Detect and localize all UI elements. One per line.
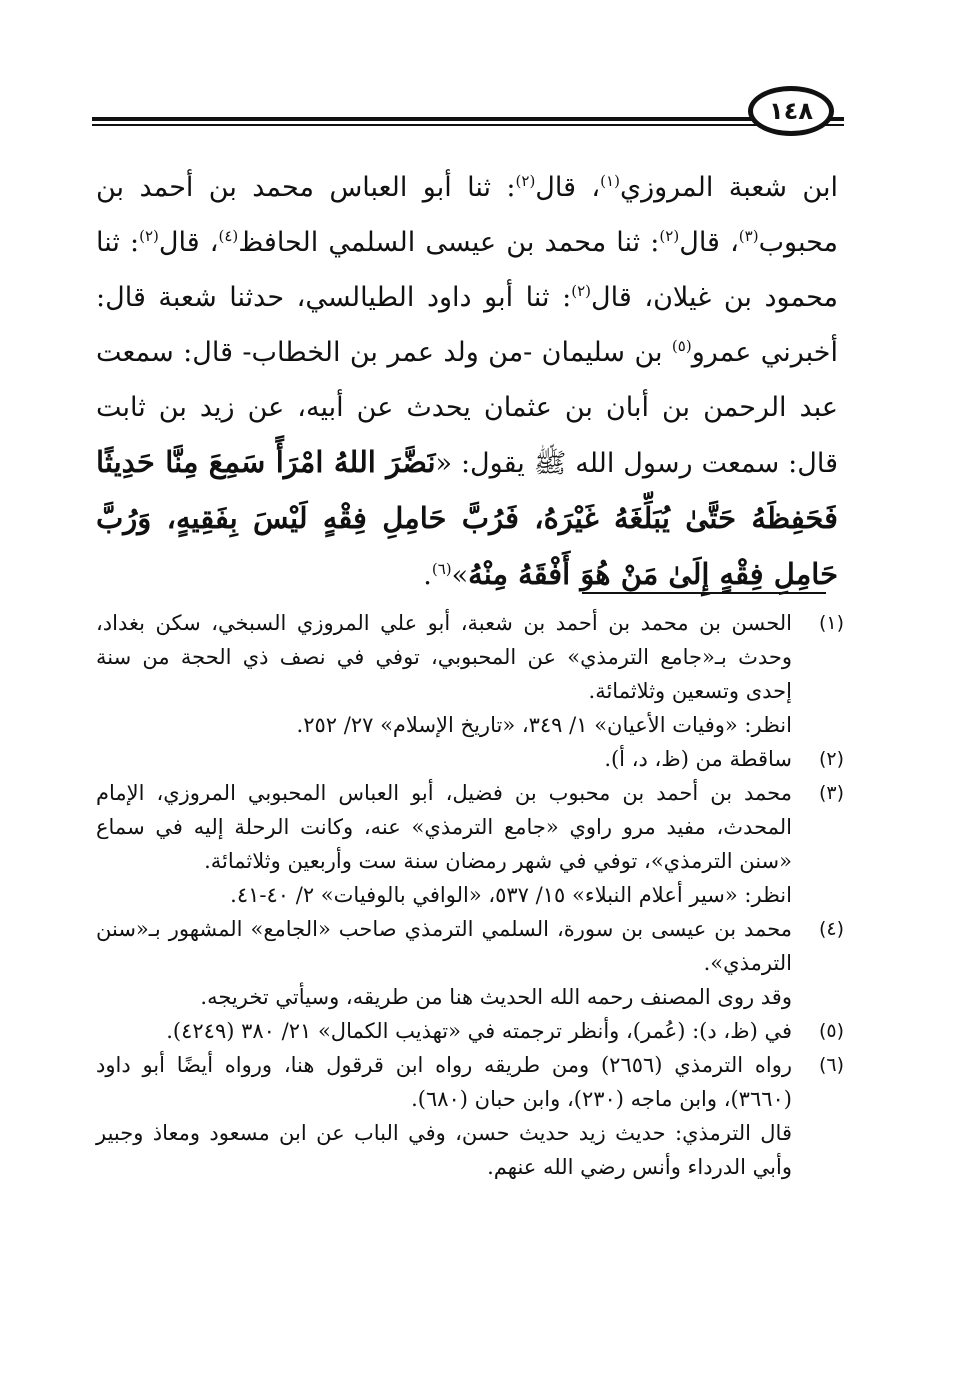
footnote-text: محمد بن أحمد بن محبوب بن فضيل، أبو العباس المحبوبي المروزي، الإمام المحدث، مفيد مرو راوي «جامع الترمذي» عنه، وكانت الرحلة إليه في سماع «سنن الترمذي»، توفي في شهر رمضان سنة ست وأربعين وثلاثمائة. <box>96 781 792 873</box>
footnote-ref[interactable]: (٢) <box>515 172 536 190</box>
footnote-ref[interactable]: (٥) <box>671 337 692 355</box>
footnote-number: (٢) <box>818 748 844 770</box>
footnote-3 <box>96 776 844 878</box>
page-header <box>92 86 844 138</box>
footnote-reference: انظر: «وفيات الأعيان» ١/ ٣٤٩، «تاريخ الإسلام» ٢٧/ ٢٥٢. <box>296 713 792 737</box>
header-rule-thick <box>92 117 844 121</box>
footnote-reference: انظر: «سير أعلام النبلاء» ١٥/ ٥٣٧، «الوافي بالوفيات» ٢/ ٤٠-٤١. <box>230 883 792 907</box>
footnote-text: الحسن بن محمد بن أحمد بن شعبة، أبو علي المروزي السبخي، سكن بغداد، وحدث بـ«جامع الترمذي» عن المحبوبي، توفي في نصف ذي الحجة من سنة إحدى وتسعين وثلاثمائة. <box>96 611 792 703</box>
footnote-ref[interactable]: (٦) <box>431 560 452 578</box>
main-text: ابن شعبة المروزي$^{(١)}$، قال$^{(٢)}$: ثنا أبو العباس محمد بن أحمد بن محبوب$^{(٣)}$، قال$^{(٢)}$: ثنا محمد بن عيسى السلمي الحافظ$^{(٤)}$، قال$^{(٢)}$: ثنا محمود بن غيلان، قال$^{(٢)}$: ثنا أبو داود الطيالسي، حدثنا شعبة قال: أخبرني عمرو$^{(٥)}$ بن سليمان -من ولد عمر بن الخطاب- قال: سمعت عبد الرحمن بن أبان بن عثمان يحدث عن أبيه، عن زيد بن ثابت قال: سمعت رسول الله ﷺ يقول: «نَضَّرَ اللهُ امْرَأً سَمِعَ مِنَّا حَدِيثًا فَحَفِظَهُ حَتَّىٰ يُبَلِّغَهُ غَيْرَهُ، فَرُبَّ حَامِلِ فِقْهٍ لَيْسَ بِفَقِيهٍ، وَرُبَّ حَامِلِ فِقْهٍ إِلَىٰ مَنْ هُوَ أَفْقَهُ مِنْهُ»$^{(٦)}$. <box>96 172 838 591</box>
footnote-ref[interactable]: (٢) <box>659 227 680 245</box>
footnote-ref[interactable]: (٣) <box>738 227 759 245</box>
footnote-text: رواه الترمذي (٢٦٥٦) ومن طريقه رواه ابن قرقول هنا، ورواه أيضًا أبو داود (٣٦٦٠)، وابن ماجه (٢٣٠)، وابن حبان (٦٨٠). <box>96 1053 793 1111</box>
footnote-number: (٥) <box>818 1020 844 1042</box>
footnote-text: في (ظ، د): (عُمر)، وأنظر ترجمته في «تهذيب الكمال» ٢١/ ٣٨٠ (٤٢٤٩). <box>166 1019 792 1043</box>
footnote-ref[interactable]: (٤) <box>218 227 239 245</box>
footnote-4 <box>96 912 844 980</box>
footnote-number: (١) <box>818 612 844 634</box>
footnote-number: (٦) <box>818 1054 844 1076</box>
footnote-text: ساقطة من (ظ، د، أ). <box>604 747 792 771</box>
footnote-number: (٣) <box>818 782 844 804</box>
footnote-number: (٤) <box>818 918 844 940</box>
page-number: ١٤٨ <box>748 86 834 136</box>
footnote-ref[interactable]: (٢) <box>139 227 159 245</box>
footnote-text: محمد بن عيسى بن سورة، السلمي الترمذي صاحب «الجامع» المشهور بـ«سنن الترمذي». <box>96 917 792 975</box>
hadith-text: نَضَّرَ اللهُ امْرَأً سَمِعَ مِنَّا حَدِيثًا فَحَفِظَهُ حَتَّىٰ يُبَلِّغَهُ غَيْرَهُ، فَرُبَّ حَامِلِ فِقْهٍ لَيْسَ بِفَقِيهٍ، وَرُبَّ حَامِلِ فِقْهٍ إِلَىٰ مَنْ هُوَ أَفْقَهُ مِنْهُ <box>96 445 838 591</box>
footnote-5 <box>96 1014 844 1048</box>
footnote-ref[interactable]: (١) <box>600 172 620 190</box>
footnotes <box>96 606 844 1184</box>
footnote-note: وقد روى المصنف رحمه الله الحديث هنا من طريقه، وسيأتي تخريجه. <box>200 985 792 1009</box>
footnote-2 <box>96 742 844 776</box>
footnote-6 <box>96 1048 844 1116</box>
footnote-note: قال الترمذي: حديث زيد حديث حسن، وفي الباب عن ابن مسعود ومعاذ وجبير وأبي الدرداء وأنس رضي الله عنهم. <box>96 1121 792 1179</box>
footnote-ref[interactable]: (٢) <box>571 282 592 300</box>
footnote-1 <box>96 606 844 708</box>
footnote-separator <box>582 592 826 594</box>
header-rule-thin <box>92 124 844 126</box>
